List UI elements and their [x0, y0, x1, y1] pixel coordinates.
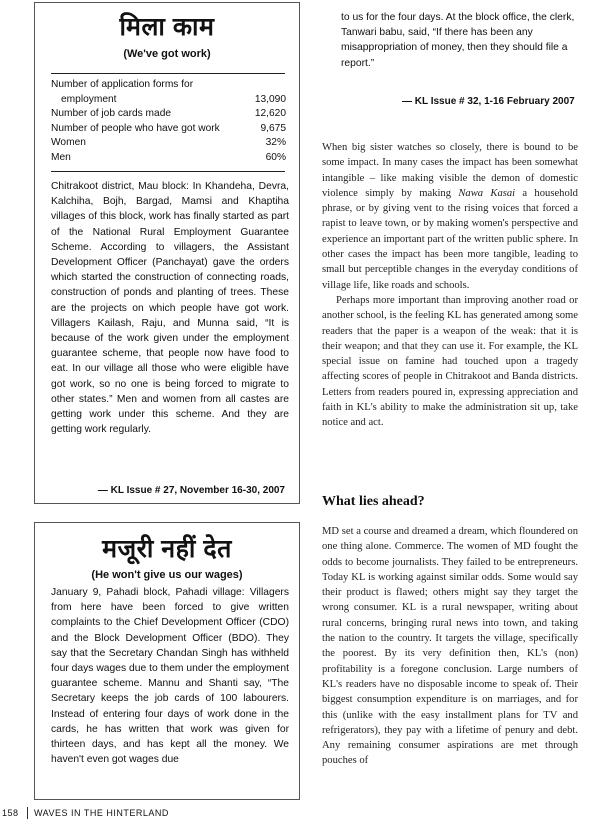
stat-value	[249, 78, 286, 93]
table-top-rule	[51, 73, 285, 74]
italic-term: Nawa Kasai	[458, 187, 516, 199]
stat-value: 60%	[265, 151, 286, 163]
paragraph: Perhaps more important than improving another road or another school, is the feeling KL has generated among some readers that the paper is a weapon of the weak: that it is their weapon; and that they can use it. For example, the KL special issue on famine had touched upon a tragedy affecting scores of people in Chitrakoot and Banda districts. Letters from readers poured in, expressing appreciation and faith in KL's ability to make the administration sit up, take notice and act.	[322, 294, 578, 429]
box-citation: — KL Issue # 27, November 16-30, 2007	[97, 485, 285, 496]
table-row	[51, 122, 286, 137]
stat-label: Number of application forms for	[51, 79, 194, 90]
statistics-table	[51, 78, 286, 165]
box-body-text: Chitrakoot district, Mau block: In Khandeha, Devra, Kalchiha, Bojh, Bargad, Mamsi and Khaptiha villages of this block, work has finally started as part of the National Rural Employment Guarantee Scheme. According to villagers, the Assistant Development Officer (Panchayat) gave the orders which started the construction of connecting roads, construction of ponds and planting of trees. These are the projects on which people have got work. Villagers Kailash, Raju, and Munna said, “It is because of the work given under the employment guarantee scheme, that people now have food to eat. In our village all those who were eligible have got work, so no one is being forced to migrate to other states.” Men and women from all castes are getting work under this scheme. And they are getting work regularly.	[51, 181, 289, 436]
box-citation: — KL Issue # 32, 1-16 February 2007	[402, 96, 575, 107]
continued-box-text: to us for the four days. At the block office, the clerk, Tanwari babu, said, “If there has been any misappropriation of money, then they should file a report.”	[341, 12, 575, 69]
stat-value: 12,620	[254, 108, 286, 119]
table-bottom-rule	[51, 171, 285, 172]
running-head: WAVES IN THE HINTERLAND	[34, 808, 169, 818]
stat-label: Number of job cards made	[51, 108, 172, 119]
article-body-upper	[322, 140, 578, 431]
table-row	[51, 93, 286, 108]
box-english-title: (We've got work)	[123, 48, 211, 60]
table-row	[51, 136, 286, 151]
paragraph: MD set a course and dreamed a dream, which floundered on one thing alone. Commerce. The women of MD fought the odds to become journalists. They failed to be entrepreneurs. Today KL is working against similar odds. Some would say their product is flawed; others might say they target the wrong consumer. KL is a rural newspaper, writing about rural concerns, bringing rural news into town, and taking the nation to the country. It targets the village, specifically the poorest. By its very definition then, KL's (non) profitability is a foregone conclusion. Large numbers of KL's readers have no disposable income to speak of. Their biggest consumption expenditure is on marriages, and for this (unlike with the easy installment plans for TV and refrigerators), they pay with a lifetime of penury and debt. Any remaining consumer aspirations are met through pouches of	[322, 526, 578, 767]
stat-value: 9,675	[260, 122, 286, 134]
stat-value: 32%	[265, 137, 286, 148]
footer-divider	[27, 807, 28, 819]
stat-label: Men	[51, 151, 71, 163]
article-body-lower	[322, 524, 578, 769]
table-row	[51, 107, 286, 122]
section-heading: What lies ahead?	[322, 494, 425, 509]
sidebar-box-got-work	[34, 2, 300, 504]
box-hindi-title: मिला काम	[119, 13, 215, 41]
paragraph-text: When big sister watches so closely, there is bound to be some impact. In many cases the impact has been somewhat intangible – like making visible the demon of domestic violence simply by making	[322, 142, 578, 199]
box-hindi-title: मजूरी नहीं देत	[102, 535, 232, 563]
paragraph-text: a household phrase, or by giving vent to the rising voices that forced a rapist to leave town, or by making women's perspective and experience an important part of the written public sphere. In other cases the impact has been more tangible, leading to small but perceptible changes in the everyday conditions of village life, like roads and schools.	[322, 187, 578, 291]
stat-label: employment	[61, 93, 117, 105]
stat-value: 13,090	[254, 93, 286, 105]
sidebar-box-wages	[34, 522, 300, 800]
stat-label: Women	[51, 137, 86, 148]
box-body-text: January 9, Pahadi block, Pahadi village: Villagers from here have been forced to give written complaints to the Chief Development Officer (CDO) and the Block Development Officer (BDO). They say that the Secretary Chandan Singh has withheld four days wages due to them under the employment guarantee scheme. Mannu and Shanti say, “The Secretary keeps the job cards of 100 labourers. Instead of entering four days of work done in the cards, he has written that work was given for thirteen days, and has kept all the money. We haven't even got wages due	[51, 587, 289, 766]
page-number: 158	[2, 808, 19, 818]
stat-label: Number of people who have got work	[51, 122, 220, 134]
table-row	[51, 151, 286, 166]
box-english-title: (He won't give us our wages)	[91, 569, 243, 581]
table-row	[51, 78, 286, 93]
paragraph	[322, 140, 578, 293]
